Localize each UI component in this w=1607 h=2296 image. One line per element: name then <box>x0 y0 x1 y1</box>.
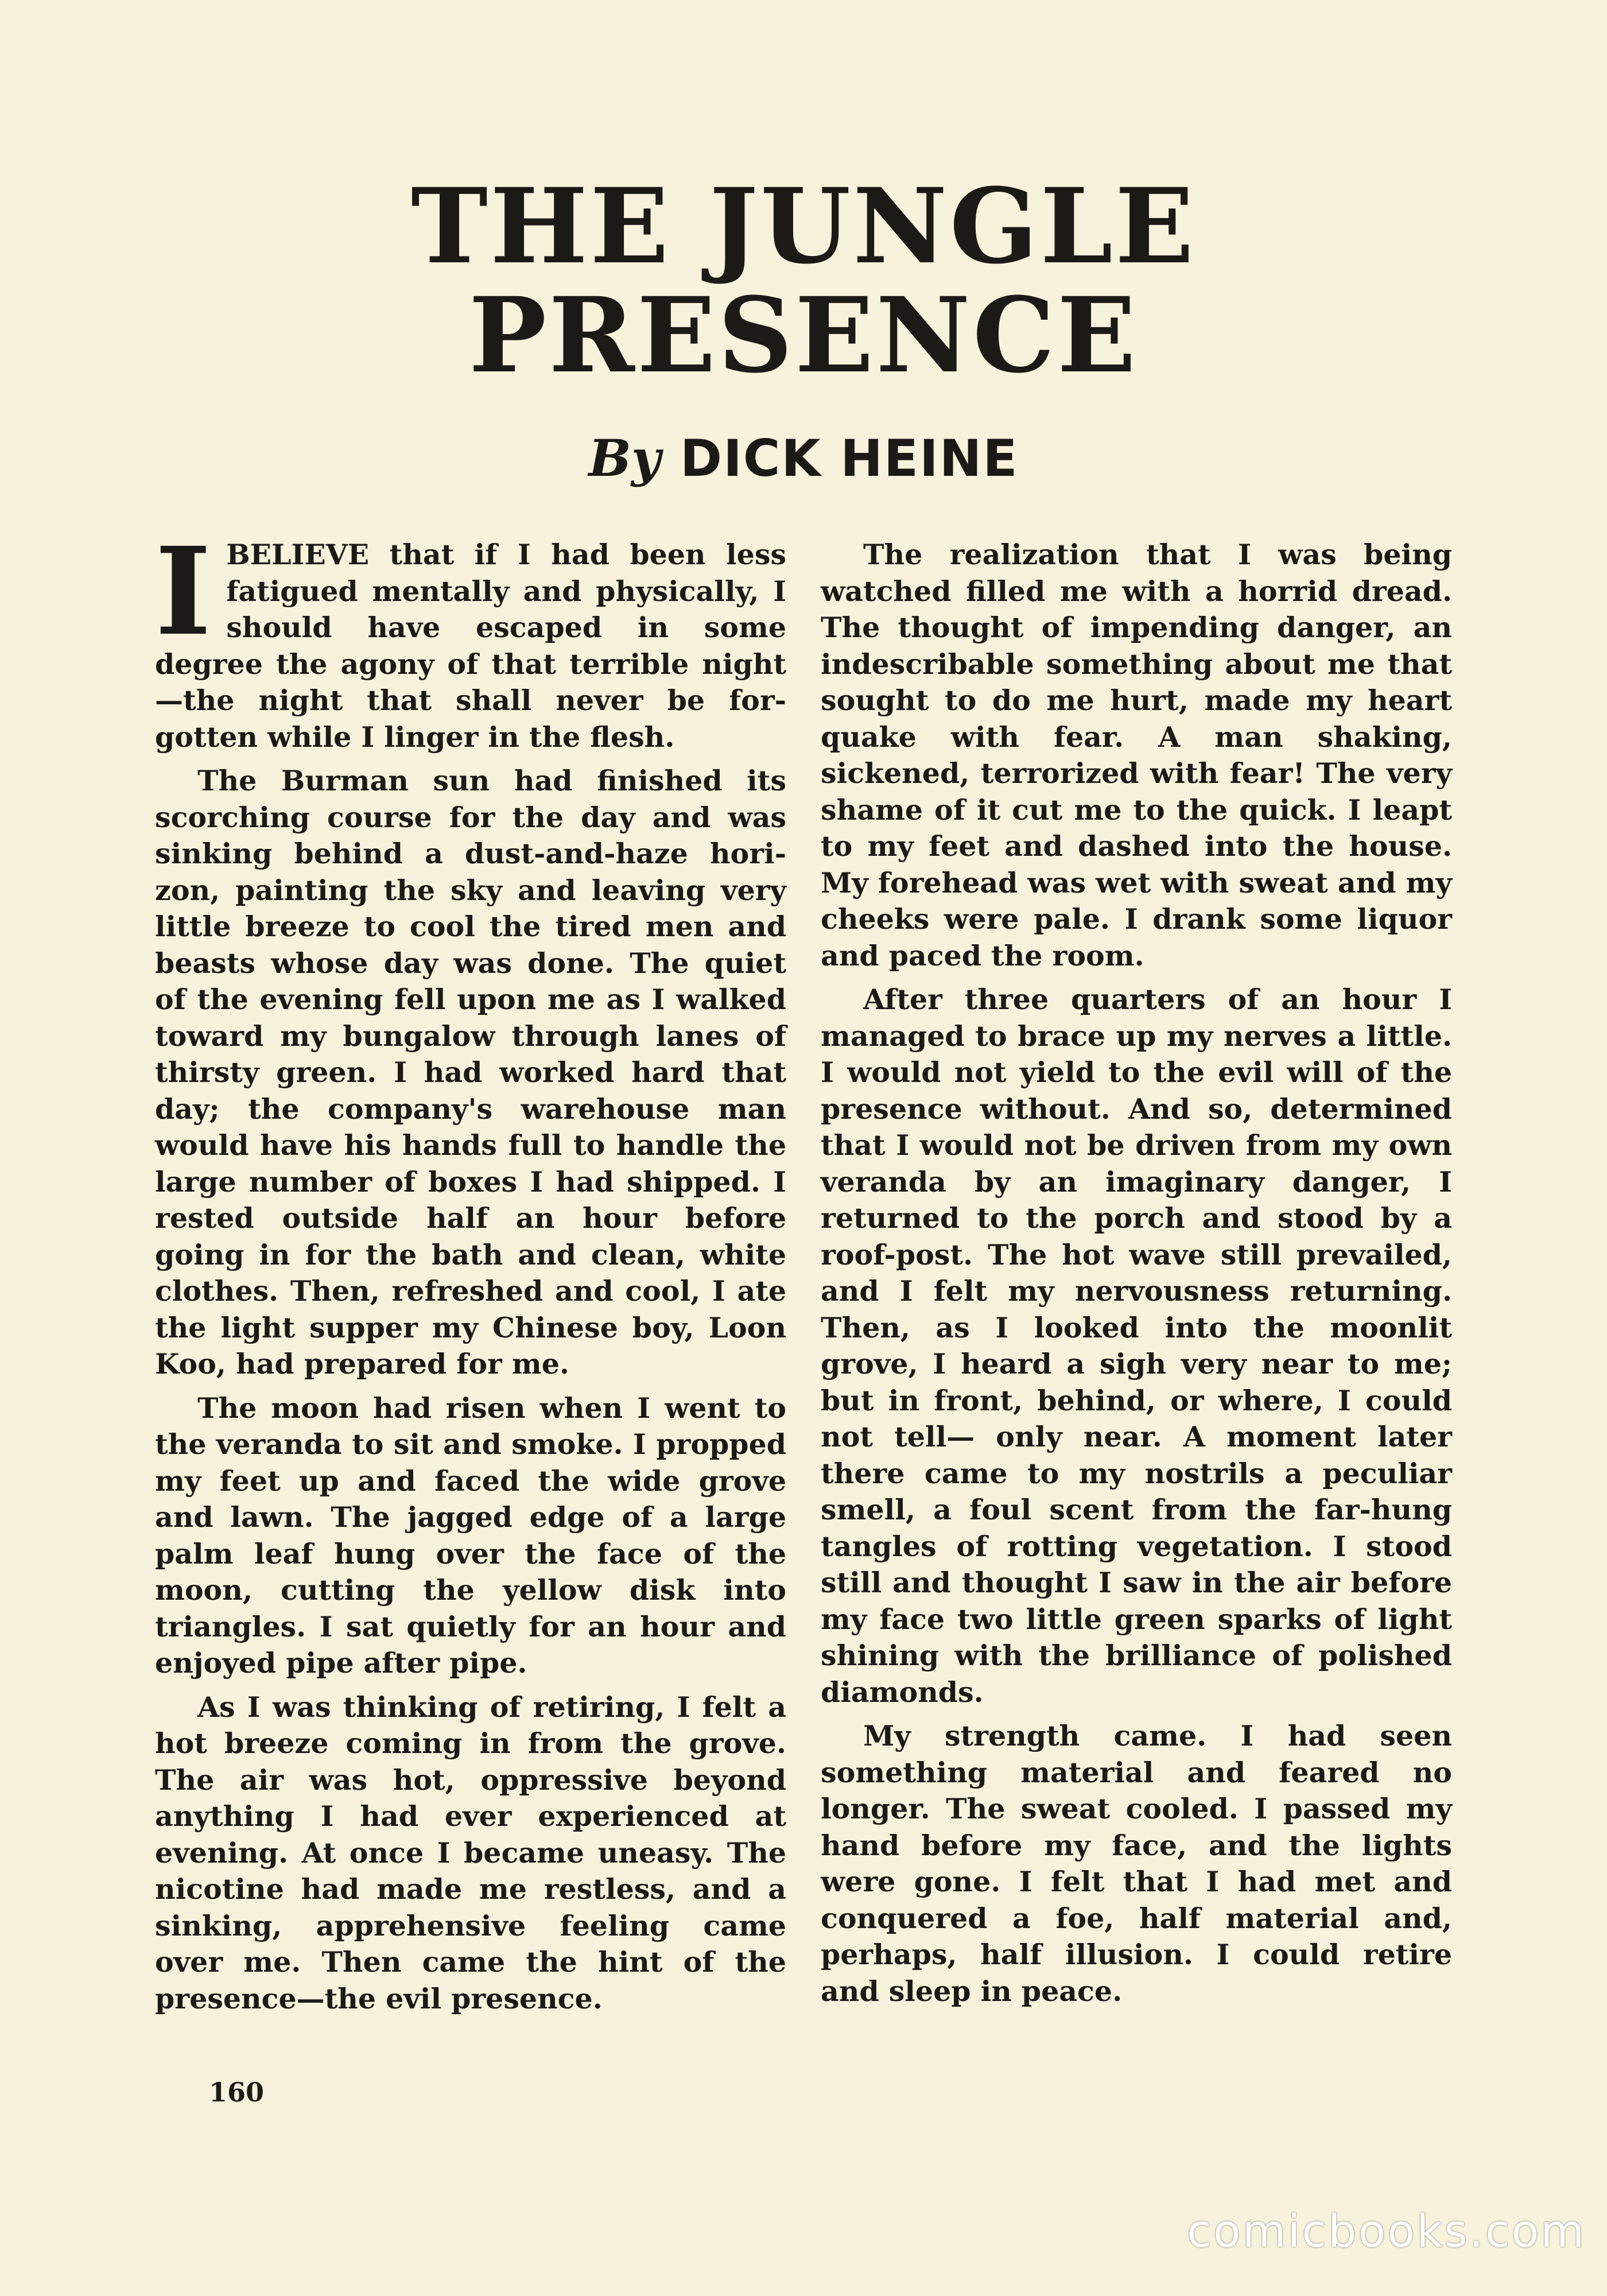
text-column-left <box>155 521 786 2024</box>
text-column-right <box>821 537 1452 2017</box>
paragraph: The Burman sun had finished its scorching course for the day and was sinking behind a dust-and-haze horizon, painting the sky and leaving very little breeze to cool the tired men and beasts whose day was done. The quiet of the evening fell upon me as I walked toward my bungalow through lanes of thirsty green. I had worked hard that day; the company's warehouse man would have his hands full to handle the large number of boxes I had shipped. I rested outside half an hour before going in for the bath and clean, white clothes. Then, refreshed and cool, I ate the light supper my Chinese boy, Loon Koo, had prepared for me. <box>155 764 786 1380</box>
paragraph: The realization that I was being watched filled me with a horrid dread. The thought of impending danger, an indescribable something about me that sought to do me hurt, made my heart quake with fear. A man shaking, sickened, terrorized with fear! The very shame of it cut me to the quick. I leapt to my feet and dashed into the house. My forehead was wet with sweat and my cheeks were pale. I drank some liquor and paced the room. <box>821 538 1452 972</box>
paragraph: The moon had risen when I went to the veranda to sit and smoke. I propped my feet up and faced the wide grove and lawn. The jagged edge of a large palm leaf hung over the face of the moon, cutting the yellow disk into triangles. I sat quietly for an hour and enjoyed pipe after pipe. <box>155 1391 786 1680</box>
story-title <box>0 166 1607 396</box>
title-line-2: PRESENCE <box>468 275 1139 396</box>
page-number: 160 <box>209 2077 265 2108</box>
paragraph: After three quarters of an hour I managed to brace up my nerves a little. I would not yield to the evil will of the presence without. And so, determined that I would not be driven from my own veranda by an imaginary danger, I returned to the porch and stood by a roof-post. The hot wave still prevailed, and I felt my nervousness returning. Then, as I looked into the moonlit grove, I heard a sigh very near to me; but in front, behind, or where, I could not tell— only near. A moment later there came to my nostrils a peculiar smell, a foul scent from the far-hung tangles of rotting vegetation. I stood still and thought I saw in the air before my face two little green sparks of light shining with the brilliance of polished diamonds. <box>821 983 1452 1709</box>
paragraph-text: BELIEVE that if I had been less fatigued mentally and physically, I should have escaped in some degree the agony of that terrible night —the night that shall never be forgotten while I linger in the flesh. <box>155 538 786 754</box>
author-name: DICK HEINE <box>680 429 1019 488</box>
byline-prefix: By <box>588 428 661 488</box>
paragraph <box>155 521 786 755</box>
title-line-1: THE JUNGLE <box>410 166 1197 287</box>
paragraph: As I was thinking of retiring, I felt a hot breeze coming in from the grove. The air was hot, oppressive beyond anything I had ever experienced at evening. At once I became uneasy. The nicotine had made me restless, and a sinking, apprehensive feeling came over me. Then came the hint of the presence—the evil presence. <box>155 1690 786 2015</box>
byline <box>0 429 1607 487</box>
watermark: comicbooks.com <box>1187 2206 1586 2258</box>
drop-cap: I <box>155 521 212 662</box>
paragraph: My strength came. I had seen something material and feared no longer. The sweat cooled. I passed my hand before my face, and the lights were gone. I felt that I had met and conquered a foe, half material and, perhaps, half illusion. I could retire and sleep in peace. <box>821 1719 1452 2008</box>
